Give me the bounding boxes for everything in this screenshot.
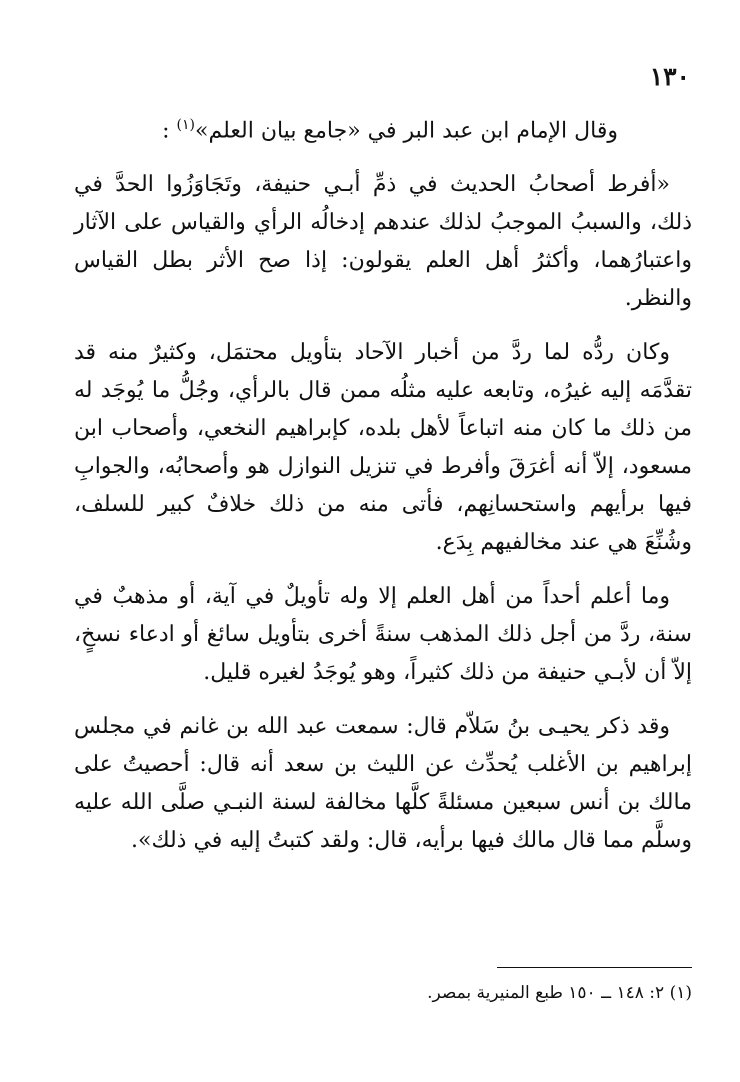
quote-paragraph-1: «أفرط أصحابُ الحديث في ذمِّ أبـي حنيفة، وتَجَاوَزُوا الحدَّ في ذلك، والسببُ الموجبُ لذلك عندهم إدخالُه الرأي والقياس على الآثار واعتبارُهما، وأكثرُ أهل العلم يقولون: إذا صح الأثر بطل القياس والنظر. [74, 172, 692, 312]
quote-paragraph-4: وقد ذكر يحيـى بنُ سَلاّم قال: سمعت عبد الله بن غانم في مجلس إبراهيم بن الأغلب يُحدِّث عن الليث بن سعد أنه قال: أحصيتُ على مالك بن أنس سبعين مسئلةً كلَّها مخالفة لسنة النبـي صلَّى الله عليه وسلَّم مما قال مالك فيها برأيه، قال: ولقد كتبتُ إليه في ذلك». [74, 714, 692, 854]
page-number: ١٣٠ [649, 62, 690, 91]
footnote: (١) ٢: ١٤٨ ــ ١٥٠ طبع المنيرية بمصر. [427, 983, 692, 1003]
footnote-marker: (١) [176, 117, 196, 133]
quote-paragraph-3: وما أعلم أحداً من أهل العلم إلا وله تأويلٌ في آية، أو مذهبٌ في سنة، ردَّ من أجل ذلك المذهب سنةً أخرى بتأويل سائغ أو ادعاء نسخٍ، إلاّ أن لأبـي حنيفة من ذلك كثيراً، وهو يُوجَدُ لغيره قليل. [74, 584, 692, 686]
body-text [74, 106, 692, 876]
quote-paragraph-2: وكان ردُّه لما ردَّ من أخبار الآحاد بتأويل محتمَل، وكثيرٌ منه قد تقدَّمَه إليه غيرُه، وتابعه عليه مثلُه ممن قال بالرأي، وجُلُّ ما يُوجَد له من ذلك ما كان منه اتباعاً لأهل بلده، كإبراهيم النخعي، وأصحاب ابن مسعود، إلاّ أنه أغرَقَ وأفرط في تنزيل النوازل هو وأصحابُه، والجوابِ فيها برأيهم واستحسانِهم، فأتى منه من ذلك خلافٌ كبير للسلف، وشُنِّعَ هي عند مخالفيهم بِدَع. [74, 340, 692, 556]
intro-colon: : [162, 118, 170, 144]
footnote-divider [497, 967, 692, 968]
intro-line [74, 106, 692, 150]
intro-text: وقال الإمام ابن عبد البر في «جامع بيان العلم» [195, 118, 618, 144]
